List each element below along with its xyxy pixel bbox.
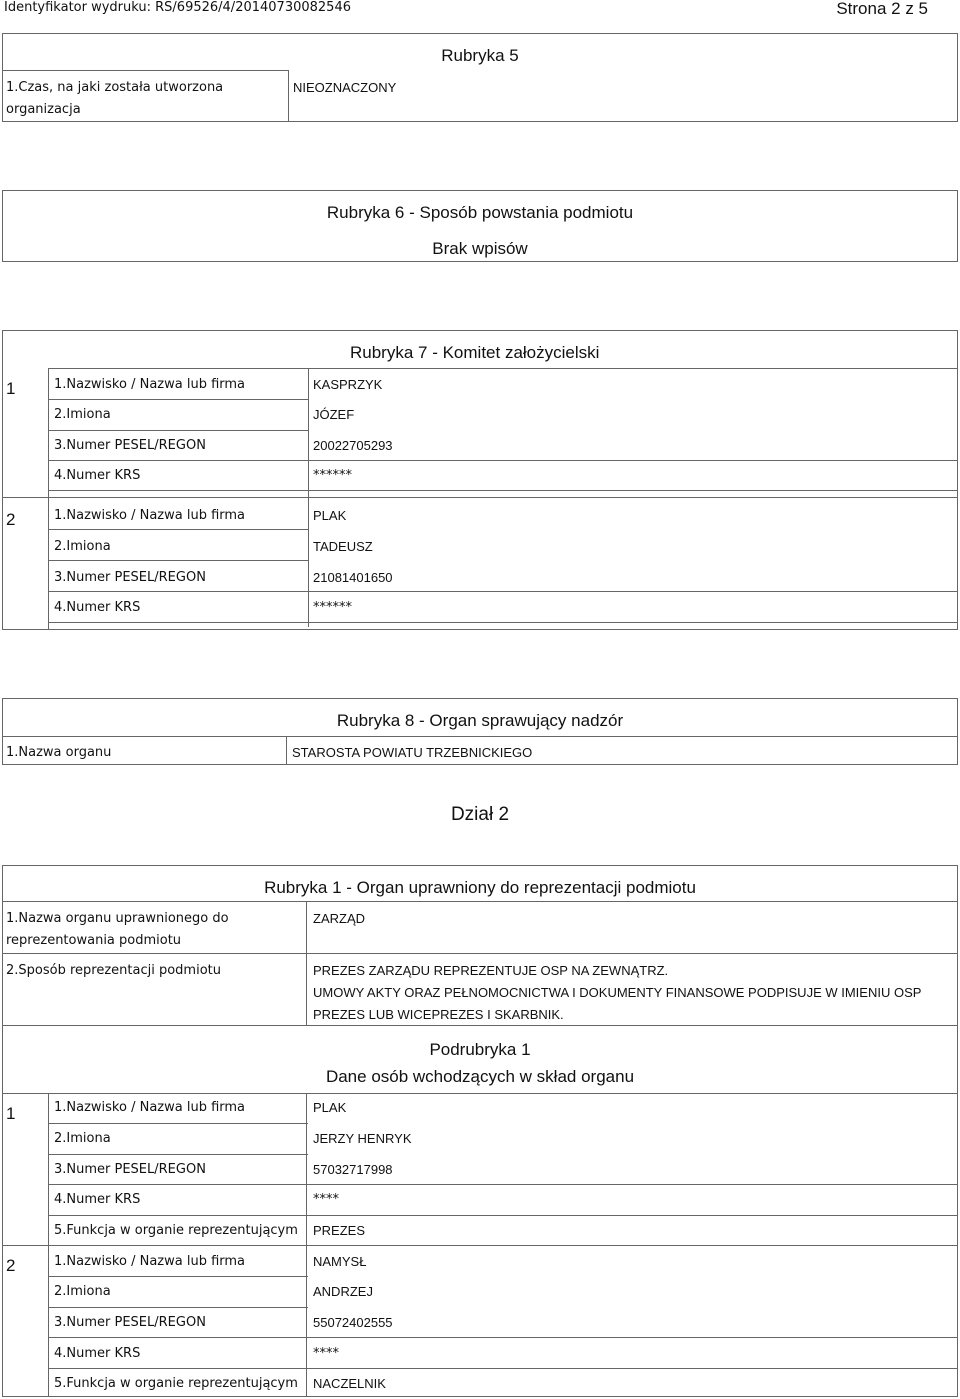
- r7-entry-1-label-surname: 1.Nazwisko / Nazwa lub firma: [54, 377, 246, 392]
- d2r1-method-line2: UMOWY AKTY ORAZ PEŁNOMOCNICTWA I DOKUMENTY FINANSOWE PODPISUJE W IMIENIU OSP: [313, 985, 922, 1000]
- d2r1-label-organ-line1: 1.Nazwa organu uprawnionego do: [6, 911, 229, 926]
- person-1-names: JERZY HENRYK: [313, 1131, 412, 1146]
- person-1-label-names: 2.Imiona: [54, 1131, 111, 1146]
- podrubryka-1-title: Podrubryka 1: [429, 1040, 531, 1059]
- person-1-number: 1: [6, 1104, 16, 1123]
- r7-entry-1-label-pesel: 3.Numer PESEL/REGON: [54, 438, 206, 453]
- person-2-krs: ****: [313, 1346, 339, 1361]
- r7-entry-2-names: TADEUSZ: [313, 539, 373, 554]
- d2r1-organ-value: ZARZĄD: [313, 911, 365, 926]
- rubryka-7-title: Rubryka 7 - Komitet założycielski: [350, 343, 600, 362]
- r5-value: NIEOZNACZONY: [293, 80, 397, 95]
- r7-entry-1-pesel: 20022705293: [313, 438, 393, 453]
- person-2-label-surname: 1.Nazwisko / Nazwa lub firma: [54, 1254, 246, 1269]
- person-2-label-names: 2.Imiona: [54, 1284, 111, 1299]
- d2-rubryka-1-title: Rubryka 1 - Organ uprawniony do reprezentacji podmiotu: [264, 878, 696, 897]
- section-heading-dzial-2: Dział 2: [450, 804, 510, 825]
- person-2-label-function: 5.Funkcja w organie reprezentującym: [54, 1376, 298, 1391]
- r7-entry-1-names: JÓZEF: [313, 407, 355, 422]
- person-1-label-krs: 4.Numer KRS: [54, 1192, 141, 1207]
- r7-entry-1-label-krs: 4.Numer KRS: [54, 468, 141, 483]
- r7-entry-2-surname: PLAK: [313, 508, 347, 523]
- r8-value: STAROSTA POWIATU TRZEBNICKIEGO: [292, 745, 533, 760]
- person-2-pesel: 55072402555: [313, 1315, 393, 1330]
- r5-label-line1: 1.Czas, na jaki została utworzona: [6, 80, 224, 95]
- r5-label-line2: organizacja: [6, 102, 81, 117]
- r7-entry-2-pesel: 21081401650: [313, 570, 393, 585]
- d2r1-label-organ-line2: reprezentowania podmiotu: [6, 933, 182, 948]
- person-1-pesel: 57032717998: [313, 1162, 393, 1177]
- r7-entry-2-label-surname: 1.Nazwisko / Nazwa lub firma: [54, 508, 246, 523]
- r7-entry-2-label-names: 2.Imiona: [54, 539, 111, 554]
- person-1-function: PREZES: [313, 1223, 366, 1238]
- r8-label: 1.Nazwa organu: [6, 745, 112, 760]
- d2r1-label-method: 2.Sposób reprezentacji podmiotu: [6, 963, 221, 978]
- person-1-label-pesel: 3.Numer PESEL/REGON: [54, 1162, 206, 1177]
- r7-entry-1-krs: ******: [313, 468, 352, 483]
- person-1-krs: ****: [313, 1192, 339, 1207]
- r7-entry-2-label-krs: 4.Numer KRS: [54, 600, 141, 615]
- person-2-surname: NAMYSŁ: [313, 1254, 367, 1269]
- rubryka-8-title: Rubryka 8 - Organ sprawujący nadzór: [336, 711, 624, 730]
- person-2-label-pesel: 3.Numer PESEL/REGON: [54, 1315, 206, 1330]
- rubryka-5-title: Rubryka 5: [441, 46, 519, 65]
- person-1-label-function: 5.Funkcja w organie reprezentującym: [54, 1223, 298, 1238]
- rubryka-6-title: Rubryka 6 - Sposób powstania podmiotu: [326, 203, 634, 222]
- rubryka-6-empty: Brak wpisów: [432, 239, 528, 258]
- r7-entry-1-surname: KASPRZYK: [313, 377, 383, 392]
- podrubryka-1-subtitle: Dane osób wchodzących w skład organu: [325, 1067, 635, 1086]
- person-2-function: NACZELNIK: [313, 1376, 386, 1391]
- person-2-names: ANDRZEJ: [313, 1284, 373, 1299]
- person-2-label-krs: 4.Numer KRS: [54, 1346, 141, 1361]
- r7-entry-2-krs: ******: [313, 600, 352, 615]
- d2r1-method-line1: PREZES ZARZĄDU REPREZENTUJE OSP NA ZEWNĄTRZ.: [313, 963, 669, 978]
- d2r1-method-line3: PREZES LUB WICEPREZES I SKARBNIK.: [313, 1007, 564, 1022]
- r7-entry-2-label-pesel: 3.Numer PESEL/REGON: [54, 570, 206, 585]
- person-1-surname: PLAK: [313, 1100, 347, 1115]
- person-1-label-surname: 1.Nazwisko / Nazwa lub firma: [54, 1100, 246, 1115]
- person-2-number: 2: [6, 1256, 16, 1275]
- r7-entry-2-number: 2: [6, 510, 16, 529]
- print-identifier: Identyfikator wydruku: RS/69526/4/20140730082546: [4, 0, 351, 15]
- page-number: Strona 2 z 5: [836, 0, 928, 18]
- r7-entry-1-label-names: 2.Imiona: [54, 407, 111, 422]
- r7-entry-1-number: 1: [6, 379, 16, 398]
